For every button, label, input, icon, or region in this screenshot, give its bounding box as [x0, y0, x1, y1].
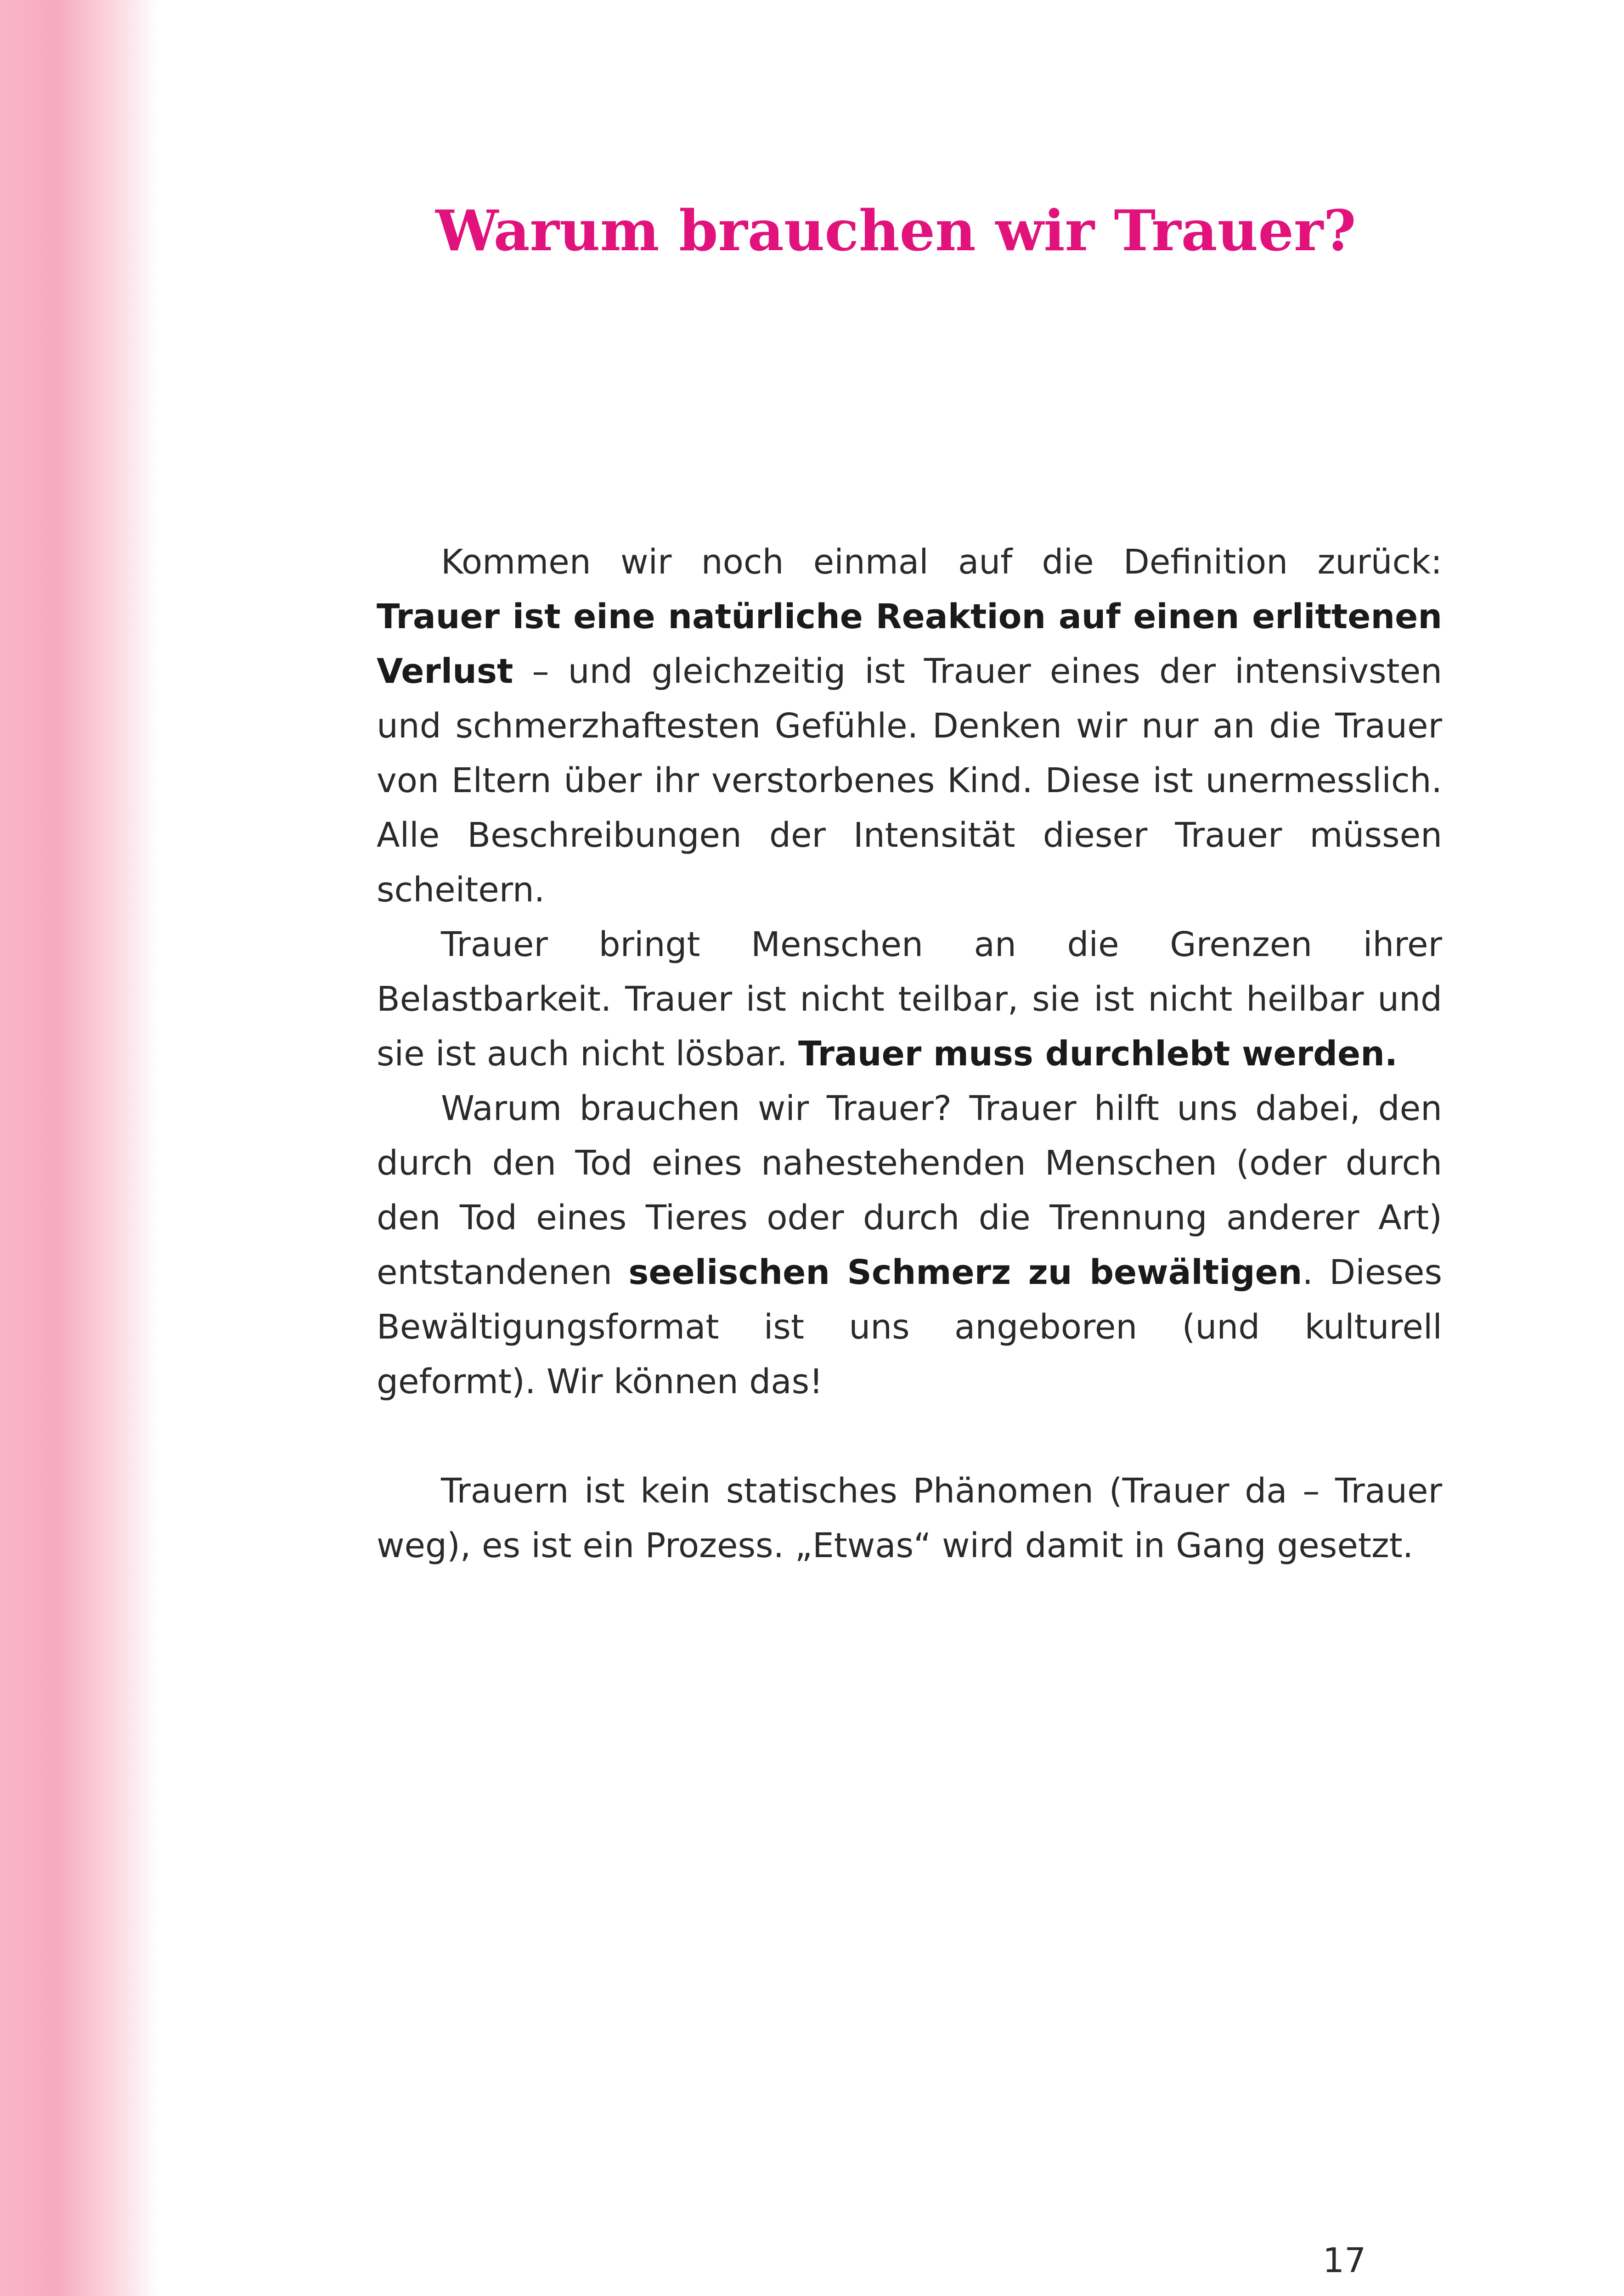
paragraph-4 [377, 1464, 1442, 1573]
paragraph-1-text-b: – und gleichzeitig ist Trauer eines der intensivsten und schmerzhaftesten Gefühle. Denken wir nur an die Trauer von Eltern über ihr verstorbenes Kind. Diese ist unermesslich. Alle Beschreibungen der Intensität dieser Trauer müssen scheitern. [377, 652, 1442, 910]
paragraph-3 [377, 1081, 1442, 1409]
page-number: 17 [1323, 2241, 1366, 2280]
paragraph-1 [377, 535, 1442, 917]
paragraph-3-bold: seelischen Schmerz zu bewältigen [628, 1253, 1303, 1292]
paragraph-1-text-a: Kommen wir noch einmal auf die Definition zurück: [441, 542, 1442, 582]
page-title [0, 197, 1624, 264]
paragraph-4-text-a: Trauern ist kein statisches Phänomen (Trauer da – Trauer weg), es ist ein Prozess. „Etwas“ wird damit in Gang gesetzt. [377, 1471, 1442, 1565]
paragraph-2-bold: Trauer muss durchlebt werden. [798, 1034, 1398, 1074]
paragraph-2 [377, 917, 1442, 1081]
page-edge-band [0, 0, 158, 2296]
paragraph-3-text-a: Warum brauchen wir Trauer? Trauer hilft uns dabei, den durch den Tod eines nahestehenden Menschen (oder durch den Tod eines Tieres oder durch die Trennung anderer Art) entstandenen [377, 1089, 1442, 1292]
paragraph-2-text-a: Trauer bringt Menschen an die Grenzen ihrer Belastbarkeit. Trauer ist nicht teilbar, sie ist nicht heilbar und sie ist auch nicht lösbar. [377, 925, 1442, 1074]
paragraph-3-text-b: . Dieses Bewältigungsformat ist uns angeboren (und kulturell geformt). Wir können das! [377, 1253, 1443, 1401]
page-title-text: Warum brauchen wir Trauer? [435, 197, 1356, 264]
paragraph-1-bold: Trauer ist eine natürliche Reaktion auf einen erlittenen Verlust [377, 597, 1442, 691]
body-text [377, 535, 1442, 1573]
